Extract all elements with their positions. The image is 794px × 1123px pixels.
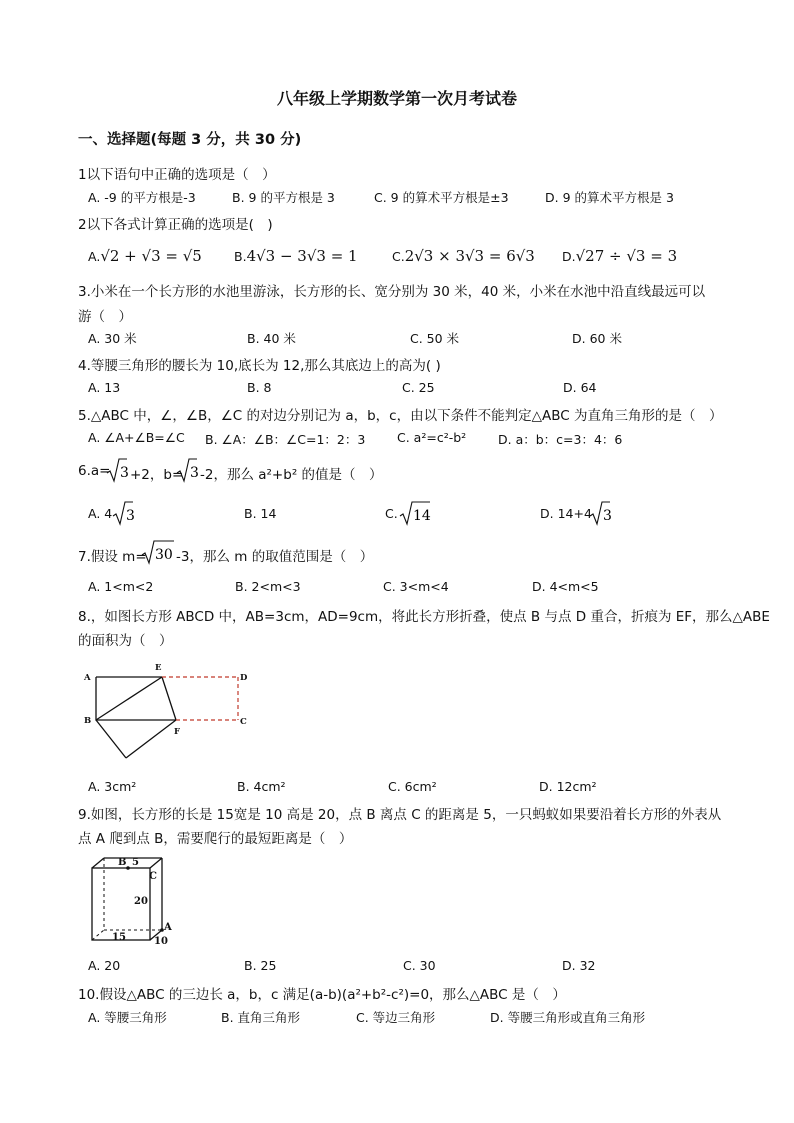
question-7-part1: 7.假设 m= (78, 549, 147, 565)
q1-option-a: A. -9 的平方根是-3 (88, 190, 196, 205)
q2-option-a-letter: A. (88, 249, 101, 264)
q3-option-a: A. 30 米 (88, 331, 137, 346)
q6-option-a: A. 4 (88, 506, 113, 521)
q8-label-e: E (155, 663, 162, 673)
q9-label-5: 5 (132, 857, 139, 868)
svg-text:3: 3 (603, 508, 612, 524)
question-6-part3: -2，那么 a²+b² 的值是（ ） (200, 467, 383, 483)
q2-option-b-letter: B. (234, 249, 247, 264)
svg-text:14: 14 (413, 508, 431, 524)
q9-hidden-edge-d (92, 930, 104, 940)
q2-option-c-letter: C. (392, 249, 405, 264)
q8-label-f: F (174, 727, 181, 737)
q8-label-c: C (240, 717, 247, 727)
q2-option-d-formula: √27 ÷ √3 = 3 (575, 247, 678, 265)
question-8-stem-line1: 8.，如图长方形 ABCD 中，AB=3cm，AD=9cm，将此长方形折叠，使点 B 与点 D 重合，折痕为 EF，那么△ABE (78, 609, 770, 625)
question-9-stem-line1: 9.如图，长方形的长是 15宽是 10 高是 20，点 B 离点 C 的距离是 5，一只蚂蚁如果要沿着长方形的外表从 (78, 807, 722, 823)
q2-option-b-formula: 4√3 − 3√3 = 1 (246, 247, 358, 265)
question-9-stem-line2: 点 A 爬到点 B，需要爬行的最短距离是（ ） (78, 831, 353, 847)
q3-option-c: C. 50 米 (410, 331, 460, 346)
q7-option-c: C. 3<m<4 (383, 579, 449, 594)
q10-option-c: C. 等边三角形 (356, 1010, 436, 1025)
q9-option-d: D. 32 (562, 958, 596, 973)
question-7-part2: -3，那么 m 的取值范围是（ ） (176, 549, 374, 565)
q2-option-d-letter: D. (562, 249, 576, 264)
q5-option-c: C. a²=c²-b² (397, 430, 467, 445)
q8-folded-af (126, 720, 176, 758)
q6-a-sqrt (106, 456, 128, 484)
q6-option-d-sqrt (589, 499, 611, 527)
question-3-stem-line2: 游（ ） (78, 309, 132, 325)
q9-point-b (126, 866, 130, 870)
q1-option-b: B. 9 的平方根是 3 (232, 190, 335, 205)
q4-option-b: B. 8 (247, 380, 272, 395)
q6-option-c: C. (385, 506, 398, 521)
q9-box-figure (82, 852, 182, 950)
q7-option-d: D. 4<m<5 (532, 579, 599, 594)
svg-text:3: 3 (120, 465, 129, 481)
question-10-stem: 10.假设△ABC 的三边长 a，b，c 满足(a-b)(a²+b²-c²)=0，那么△ABC 是（ ） (78, 987, 566, 1003)
q8-label-b: B (84, 716, 92, 726)
q2-option-b (234, 247, 358, 265)
q6-option-d: D. 14+4 (540, 506, 592, 521)
q1-option-c: C. 9 的算术平方根是±3 (374, 190, 509, 205)
q5-option-a: A. ∠A+∠B=∠C (88, 430, 185, 445)
svg-text:3: 3 (190, 465, 199, 481)
q9-box-edge-tr (150, 858, 162, 868)
q2-option-d (562, 247, 677, 265)
q10-option-a: A. 等腰三角形 (88, 1010, 167, 1025)
question-5-stem: 5.△ABC 中，∠，∠B，∠C 的对边分别记为 a，b，c，由以下条件不能判定△ABC 为直角三角形的是（ ） (78, 408, 723, 424)
q7-option-a: A. 1<m<2 (88, 579, 154, 594)
section-heading: 一、选择题(每题 3 分，共 30 分) (78, 132, 302, 148)
q9-option-a: A. 20 (88, 958, 121, 973)
question-1-stem: 1以下语句中正确的选项是（ ） (78, 167, 276, 183)
question-2-stem: 2以下各式计算正确的选项是( ) (78, 217, 273, 233)
q9-label-b: B (118, 857, 127, 868)
q9-option-c: C. 30 (403, 958, 436, 973)
q6-option-c-sqrt (399, 499, 431, 527)
q4-option-a: A. 13 (88, 380, 121, 395)
question-4-stem: 4.等腰三角形的腰长为 10,底长为 12,那么其底边上的高为( ) (78, 358, 441, 374)
q8-folded-ba (96, 720, 126, 758)
q5-option-b: B. ∠A：∠B：∠C=1：2：3 (205, 432, 366, 447)
question-8-stem-line2: 的面积为（ ） (78, 633, 173, 649)
q8-option-a: A. 3cm² (88, 779, 137, 794)
q9-label-10: 10 (154, 936, 168, 947)
q7-sqrt (141, 538, 175, 566)
question-6-part1: 6.a= (78, 463, 111, 479)
q5-option-d: D. a：b：c=3：4：6 (498, 432, 623, 447)
q6-b-sqrt (176, 456, 198, 484)
q1-option-d: D. 9 的算术平方根是 3 (545, 190, 674, 205)
q10-option-d: D. 等腰三角形或直角三角形 (490, 1010, 646, 1025)
q8-option-d: D. 12cm² (539, 779, 597, 794)
svg-text:3: 3 (126, 508, 135, 524)
q7-option-b: B. 2<m<3 (235, 579, 301, 594)
q8-label-d: D (240, 673, 248, 683)
q8-line-be (96, 677, 162, 720)
q3-option-d: D. 60 米 (572, 331, 622, 346)
q8-fold-ef (162, 677, 176, 720)
q8-label-a: A (84, 673, 91, 683)
q4-option-c: C. 25 (402, 380, 435, 395)
q9-label-15: 15 (112, 932, 126, 943)
q2-option-a (88, 247, 202, 265)
q8-option-b: B. 4cm² (237, 779, 286, 794)
svg-text:30: 30 (155, 547, 173, 563)
q6-option-b: B. 14 (244, 506, 277, 521)
q9-label-a: A (164, 922, 172, 933)
q2-option-c-formula: 2√3 × 3√3 = 6√3 (404, 247, 535, 265)
q8-figure (80, 658, 260, 768)
q9-box-edge-tl (92, 858, 104, 868)
q8-option-c: C. 6cm² (388, 779, 437, 794)
q9-option-b: B. 25 (244, 958, 277, 973)
question-6-part2: +2，b= (130, 467, 184, 483)
q9-label-20: 20 (134, 896, 148, 907)
q2-option-a-formula: √2 + √3 = √5 (100, 247, 202, 265)
q9-label-c: C (149, 871, 157, 882)
q3-option-b: B. 40 米 (247, 331, 296, 346)
question-3-stem-line1: 3.小米在一个长方形的水池里游泳，长方形的长、宽分别为 30 米，40 米，小米在水池中沿直线最远可以 (78, 284, 706, 300)
q4-option-d: D. 64 (563, 380, 597, 395)
q10-option-b: B. 直角三角形 (221, 1010, 301, 1025)
page-title: 八年级上学期数学第一次月考试卷 (276, 89, 517, 108)
q2-option-c (392, 247, 535, 265)
q6-option-a-sqrt (112, 499, 134, 527)
